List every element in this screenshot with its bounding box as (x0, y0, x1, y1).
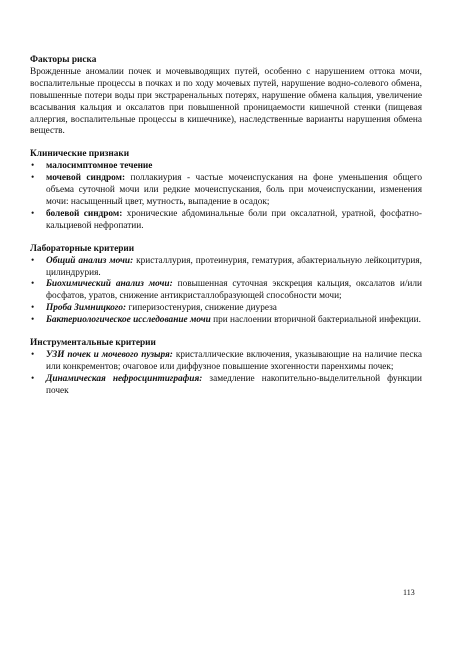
instrumental-criteria-heading: Инструментальные критерии (30, 338, 156, 349)
page-content (30, 55, 422, 409)
item-term: малосимптомное течение (46, 161, 153, 172)
list-item (30, 173, 422, 209)
item-text: кристаллические включения, указывающие на наличие песка или конкрементов; очаговое или диффузное повышение эхогенности паренхимы почек; (46, 349, 422, 372)
item-term: мочевой синдром: (46, 173, 126, 184)
item-text: замедление накопительно-выделительной функции почек (46, 373, 422, 396)
lab-criteria-heading: Лабораторные критерии (30, 243, 135, 254)
page-number: 113 (403, 588, 415, 597)
risk-factors-text: Врожденные аномалии почек и мочевыводящих путей, особенно с нарушением оттока мочи, воспалительные процессы в почках и по ходу мочевых путей, нарушение водно-солевого обмена, повышенные потери воды при экстраренальных потерях, нарушение обмена кальция, увеличение всасывания кальция и оксалатов при повышенной проницаемости кишечной стенки (пищевая аллергия, воспалительные процессы в кишечнике), наследственные варианты нарушения обмена веществ. (30, 66, 422, 137)
risk-factors-heading: Факторы риска (30, 55, 97, 65)
list-item (30, 256, 422, 280)
list-item (30, 209, 422, 233)
list-item (30, 315, 422, 327)
item-text: повышенная суточная экскреция кальция, оксалатов и/или фосфатов, уратов, снижение антикристаллобразующей способности мочи; (46, 279, 422, 302)
item-term: болевой синдром: (46, 208, 123, 219)
item-term: Бактериологическое исследование мочи (46, 315, 211, 326)
clinical-signs-list (30, 161, 422, 232)
list-item (30, 374, 422, 398)
item-text: поллакиурия - частые мочеиспускания на фоне уменьшения общего объема суточной мочи или редкие мочеиспускания, боль при мочеиспускании, изменения мочи: насыщенный цвет, мутность, выпадение в осадок; (46, 173, 422, 207)
instrumental-criteria-list (30, 350, 422, 398)
clinical-signs-heading: Клинические признаки (30, 149, 130, 160)
item-text: хронические абдоминальные боли при оксалатной, уратной, фосфатно-кальциевой нефропатии. (46, 208, 422, 231)
item-term: УЗИ почек и мочевого пузыря: (46, 349, 173, 360)
instrumental-criteria-section (30, 338, 422, 398)
clinical-signs-section (30, 149, 422, 232)
item-term: Проба Зимницкого: (46, 303, 127, 314)
item-text: кристаллурия, протеинурия, гематурия, абактериальную лейкоцитурия, цилиндрурия. (46, 255, 422, 278)
risk-factors-section (30, 55, 422, 138)
item-term: Биохимический анализ мочи: (46, 279, 173, 290)
list-item (30, 279, 422, 303)
item-text: гиперизостенурия, снижение диуреза (126, 303, 277, 314)
item-text: при наслоении вторичной бактериальной инфекции. (210, 315, 421, 326)
lab-criteria-section (30, 244, 422, 327)
item-term: Динамическая нефросцинтиграфия: (46, 373, 203, 384)
list-item (30, 161, 422, 173)
lab-criteria-list (30, 256, 422, 327)
item-term: Общий анализ мочи: (46, 255, 134, 266)
list-item (30, 350, 422, 374)
list-item (30, 303, 422, 315)
